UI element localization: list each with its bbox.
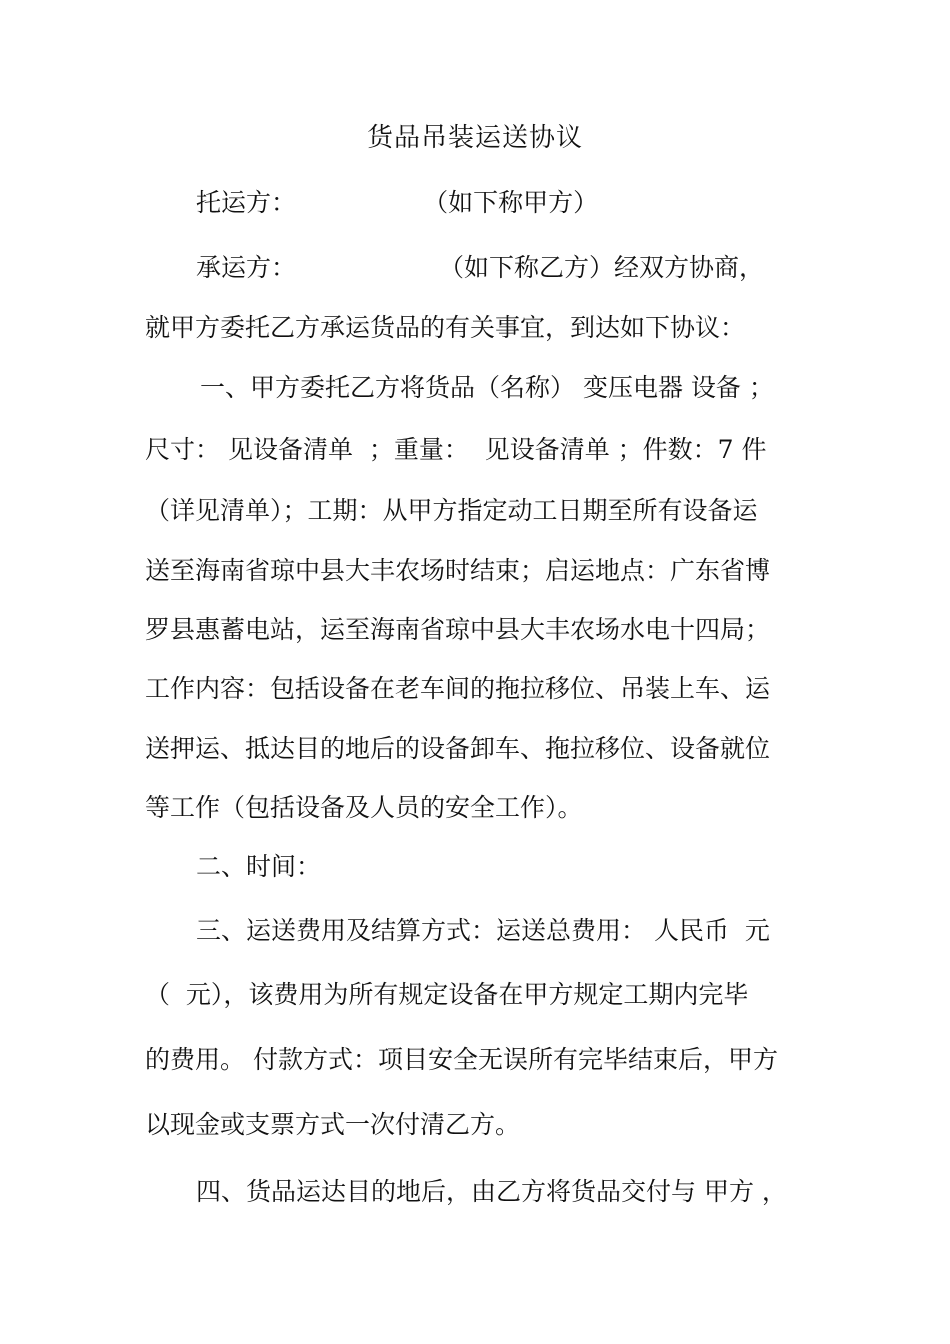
clause-3-line-1: 三、运送费用及结算方式：运送总费用： 人民币 元: [196, 916, 770, 945]
clause-1-line-1: 一、甲方委托乙方将货品（名称） 变压电器 设备 ；: [200, 373, 774, 402]
clause-1-line-3: （详见清单）；工期：从甲方指定动工日期至所有设备运: [145, 496, 758, 525]
clause-3-line-3: 的费用。 付款方式：项目安全无误所有完毕结束后，甲方: [145, 1045, 778, 1074]
document-title: 货品吊装运送协议: [366, 123, 583, 153]
clause-1-line-7: 送押运、抵达目的地后的设备卸车、拖拉移位、设备就位: [145, 734, 771, 763]
clause-1-line-8: 等工作（包括设备及人员的安全工作）。: [145, 793, 583, 822]
clause-1-line-5: 罗县惠蓄电站，运至海南省琼中县大丰农场水电十四局；: [145, 615, 771, 644]
carrier-line: 承运方： （如下称乙方）经双方协商，: [196, 253, 765, 282]
clause-1-line-4: 送至海南省琼中县大丰农场时结束；启运地点：广东省博: [145, 556, 771, 585]
agreement-intro-line: 就甲方委托乙方承运货品的有关事宜，到达如下协议：: [145, 313, 746, 342]
clause-4-line-1: 四、货品运达目的地后，由乙方将货品交付与 甲方 ，: [196, 1177, 787, 1206]
clause-1-line-2: 尺寸： 见设备清单 ；重量： 见设备清单 ；件数：7 件: [145, 435, 767, 464]
consignor-line: 托运方： （如下称甲方）: [196, 188, 599, 217]
clause-3-line-2: （ 元），该费用为所有规定设备在甲方规定工期内完毕: [145, 980, 749, 1009]
clause-1-line-6: 工作内容：包括设备在老车间的拖拉移位、吊装上车、运: [145, 674, 771, 703]
clause-2-line: 二、时间：: [196, 852, 322, 881]
clause-3-line-4: 以现金或支票方式一次付清乙方。: [145, 1110, 521, 1139]
